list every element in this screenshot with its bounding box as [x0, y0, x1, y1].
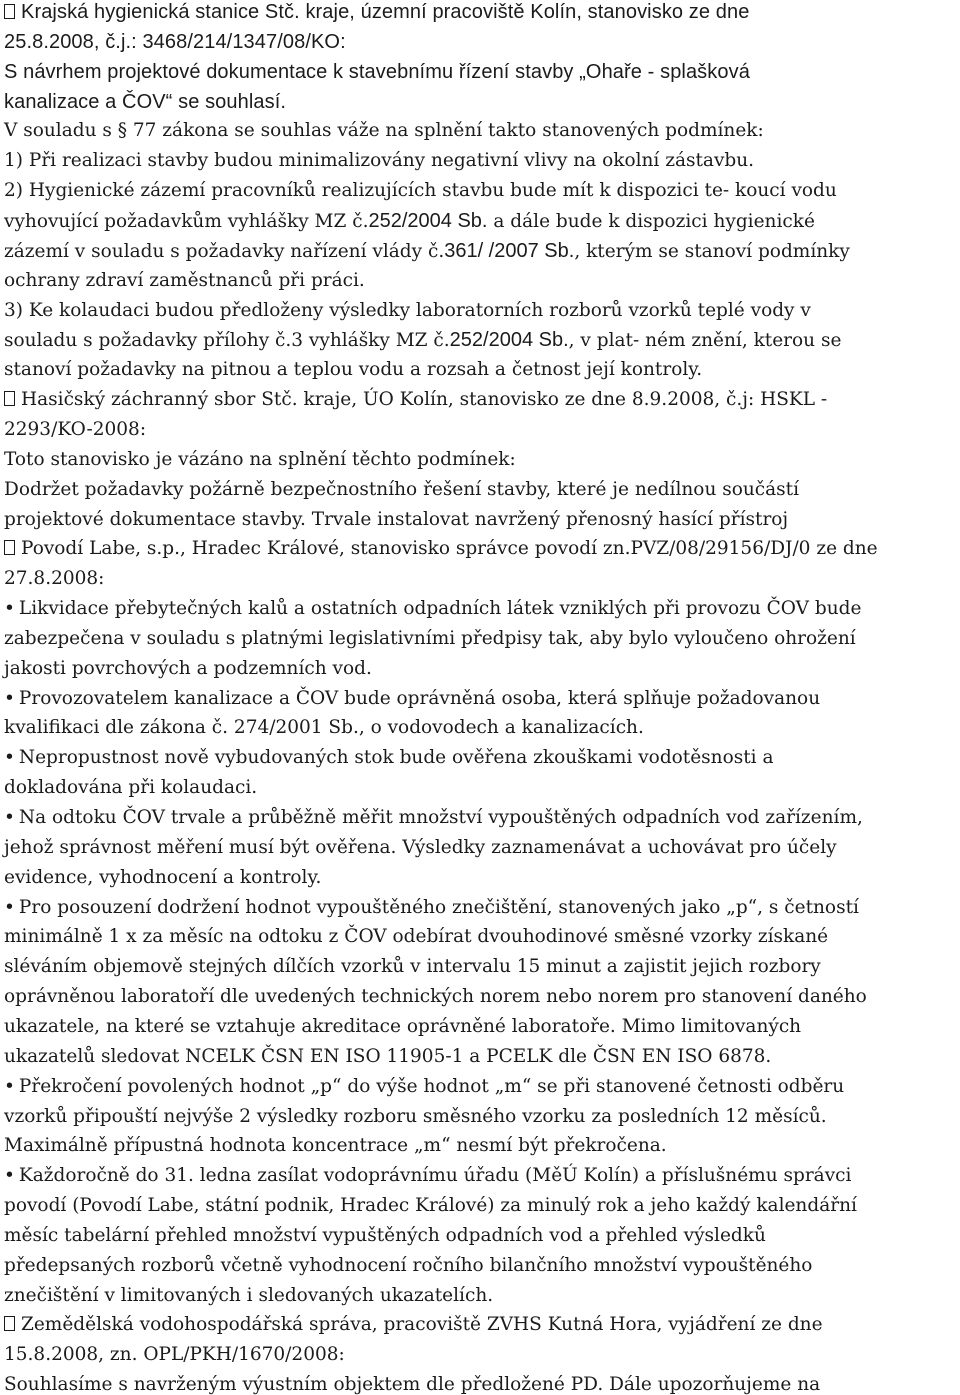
text-segment: měsíc tabelární přehled množství vypuštěných odpadních vod a přehled výsledků	[4, 1224, 766, 1246]
text-segment: povodí (Povodí Labe, státní podnik, Hradec Králové) za minulý rok a jeho každý kalendářní	[4, 1195, 857, 1216]
text-segment: Souhlasíme s navrženým výustním objektem dle předložené PD. Dále upozorňujeme na	[4, 1374, 821, 1395]
text-line	[4, 803, 863, 833]
bullet-icon: •	[4, 1075, 15, 1097]
text-line	[4, 594, 861, 624]
box-icon	[4, 4, 15, 19]
text-segment: projektové dokumentace stavby. Trvale instalovat navržený přenosný hasící přístroj	[4, 508, 789, 530]
text-segment: ukazatelů sledovat NCELK ČSN EN ISO 11905-1 a PCELK dle ČSN EN ISO 6878.	[4, 1045, 772, 1067]
text-segment: kanalizace a ČOV“ se souhlasí.	[4, 90, 287, 113]
text-line	[4, 863, 321, 893]
text-segment: 2293/KO-2008:	[4, 418, 147, 440]
text-segment: Nepropustnost nově vybudovaných stok bude ověřena zkouškami vodotěsnosti a	[18, 747, 774, 769]
text-line	[4, 325, 841, 355]
text-segment: 27.8.2008:	[4, 568, 105, 590]
text-line	[4, 57, 750, 87]
box-icon	[4, 540, 15, 555]
text-segment: sléváním objemově stejných dílčích vzorků v intervalu 15 minut a zajistit jejich rozbory	[4, 956, 821, 978]
text-line	[4, 1102, 827, 1132]
text-line	[4, 1191, 857, 1221]
text-line	[4, 385, 827, 415]
text-line	[4, 684, 820, 714]
box-icon	[4, 1316, 15, 1331]
text-segment: 252/2004 Sb.	[368, 210, 488, 232]
text-segment: evidence, vyhodnocení a kontroly.	[4, 866, 322, 888]
text-segment: Krajská hygienická stanice Stč. kraje, územní pracoviště Kolín, stanovisko ze dne	[21, 1, 750, 23]
text-line	[4, 1012, 801, 1042]
text-segment: Zemědělská vodohospodářská správa, pracoviště ZVHS Kutná Hora, vyjádření ze dne	[21, 1314, 823, 1336]
text-segment: vyhovující požadavkům vyhlášky MZ č.	[4, 211, 369, 232]
text-segment: Na odtoku ČOV trvale a průběžně měřit množství vypouštěných odpadních vod zařízením,	[18, 807, 863, 828]
text-line	[4, 952, 821, 982]
text-segment: a dále bude k dispozici hygienické	[487, 211, 815, 232]
text-line	[4, 176, 837, 206]
text-line	[4, 0, 749, 27]
text-segment: Provozovatelem kanalizace a ČOV bude oprávněná osoba, která splňuje požadovanou	[18, 687, 821, 709]
bullet-icon: •	[4, 1165, 15, 1187]
text-line	[4, 1251, 812, 1281]
text-line	[4, 1221, 766, 1251]
text-line	[4, 1370, 820, 1395]
bullet-icon: •	[4, 598, 15, 619]
text-line	[4, 654, 372, 684]
text-segment: V souladu s § 77 zákona se souhlas váže na splnění takto stanovených podmínek:	[4, 120, 764, 142]
text-segment: předepsaných rozborů včetně vyhodnocení ročního bilančního množství vypouštěného	[4, 1254, 813, 1276]
text-segment: ochrany zdraví zaměstnanců při práci.	[4, 269, 365, 291]
text-segment: jehož správnost měření musí být ověřena. Výsledky zaznamenávat a uchovávat pro účely	[4, 836, 837, 858]
text-line	[4, 445, 516, 475]
text-segment: vzorků připouští nejvýše 2 výsledky rozboru směsného vzorku za posledních 12 měsíců.	[4, 1105, 827, 1127]
text-line	[4, 1161, 851, 1191]
text-line	[4, 893, 859, 923]
text-line	[4, 982, 867, 1012]
text-line	[4, 505, 788, 535]
text-line	[4, 743, 773, 773]
text-segment: minimálně 1 x za měsíc na odtoku z ČOV odebírat dvouhodinové směsné vzorky získané	[4, 926, 829, 948]
text-segment: ukazatele, na které se vztahuje akreditace oprávněné laboratoře. Mimo limitovaných	[4, 1015, 802, 1037]
text-line	[4, 713, 644, 743]
text-segment: Dodržet požadavky požárně bezpečnostního řešení stavby, které je nedílnou součástí	[4, 478, 800, 500]
text-line	[4, 116, 764, 146]
text-segment: zázemí v souladu s požadavky nařízení vlády č.	[4, 240, 445, 262]
box-icon	[4, 391, 15, 406]
text-line	[4, 922, 828, 952]
text-line	[4, 1042, 771, 1072]
text-segment: 1) Při realizaci stavby budou minimalizovány negativní vlivy na okolní zástavbu.	[4, 150, 755, 172]
text-line	[4, 475, 799, 505]
text-segment: Pro posouzení dodržení hodnot vypouštěného znečištění, stanovených jako „p“, s četností	[18, 896, 859, 918]
text-line	[4, 236, 850, 266]
text-segment: , v plat- ném znění, kterou se	[568, 330, 842, 352]
text-segment: znečištění v limitovaných i sledovaných ukazatelích.	[4, 1284, 494, 1306]
text-segment: Každoročně do 31. ledna zasílat vodoprávnímu úřadu (MěÚ Kolín) a příslušnému správci	[18, 1165, 852, 1187]
text-segment: souladu s požadavky přílohy č.3 vyhlášky MZ č.	[4, 330, 450, 352]
text-segment: Maximálně přípustná hodnota koncentrace „m“ nesmí být překročena.	[4, 1135, 667, 1157]
text-segment: Povodí Labe, s.p., Hradec Králové, stanovisko správce povodí zn.PVZ/08/29156/DJ/0 ze dne	[21, 538, 878, 560]
text-segment: zabezpečena v souladu s platnými legislativními předpisy tak, aby bylo vyloučeno ohrožení	[4, 627, 856, 649]
text-line	[4, 146, 754, 176]
text-line	[4, 266, 365, 296]
text-segment: kvalifikaci dle zákona č. 274/2001 Sb., o vodovodech a kanalizacích.	[4, 717, 644, 739]
text-segment: dokladována při kolaudaci.	[4, 777, 258, 799]
text-line	[4, 1281, 493, 1311]
text-segment: 25.8.2008, č.j.: 3468/214/1347/08/KO:	[4, 30, 346, 53]
text-line	[4, 534, 878, 564]
text-line	[4, 1131, 667, 1161]
text-line	[4, 1340, 345, 1370]
text-segment: stanoví požadavky na pitnou a teplou vodu a rozsah a četnost její kontroly.	[4, 359, 703, 381]
text-segment: 361/ /2007 Sb.	[444, 239, 575, 262]
text-line	[4, 296, 811, 326]
text-segment: 3) Ke kolaudaci budou předloženy výsledky laboratorních rozborů vzorků teplé vody v	[4, 299, 811, 321]
bullet-icon: •	[4, 687, 15, 709]
text-segment: Toto stanovisko je vázáno na splnění těchto podmínek:	[4, 448, 516, 470]
text-line	[4, 624, 856, 654]
text-segment: 252/2004 Sb.	[449, 329, 569, 352]
text-segment: S návrhem projektové dokumentace k stavebnímu řízení stavby „Ohaře - splašková	[4, 60, 750, 83]
text-segment: oprávněnou laboratoří dle uvedených technických norem nebo norem pro stanovení daného	[4, 986, 867, 1008]
bullet-icon: •	[4, 896, 15, 918]
text-line	[4, 27, 346, 57]
text-line	[4, 87, 286, 117]
text-segment: , kterým se stanoví podmínky	[574, 240, 850, 262]
text-line	[4, 206, 815, 236]
bullet-icon: •	[4, 807, 15, 828]
text-segment: Hasičský záchranný sbor Stč. kraje, ÚO Kolín, stanovisko ze dne 8.9.2008, č.j: HSKL -	[21, 389, 828, 411]
text-segment: Překročení povolených hodnot „p“ do výše hodnot „m“ se při stanovené četnosti odběru	[18, 1075, 845, 1097]
text-segment: Likvidace přebytečných kalů a ostatních odpadních látek vzniklých při provozu ČOV bude	[18, 598, 862, 619]
text-line	[4, 1072, 844, 1102]
text-line	[4, 833, 837, 863]
text-line	[4, 415, 146, 445]
text-line	[4, 773, 257, 803]
text-line	[4, 355, 702, 385]
text-segment: 2) Hygienické zázemí pracovníků realizujících stavbu bude mít k dispozici te- koucí vodu	[4, 180, 837, 202]
bullet-icon: •	[4, 747, 15, 769]
text-line	[4, 564, 104, 594]
text-segment: jakosti povrchových a podzemních vod.	[4, 657, 372, 679]
text-line	[4, 1310, 823, 1340]
text-segment: 15.8.2008, zn. OPL/PKH/1670/2008:	[4, 1344, 345, 1366]
